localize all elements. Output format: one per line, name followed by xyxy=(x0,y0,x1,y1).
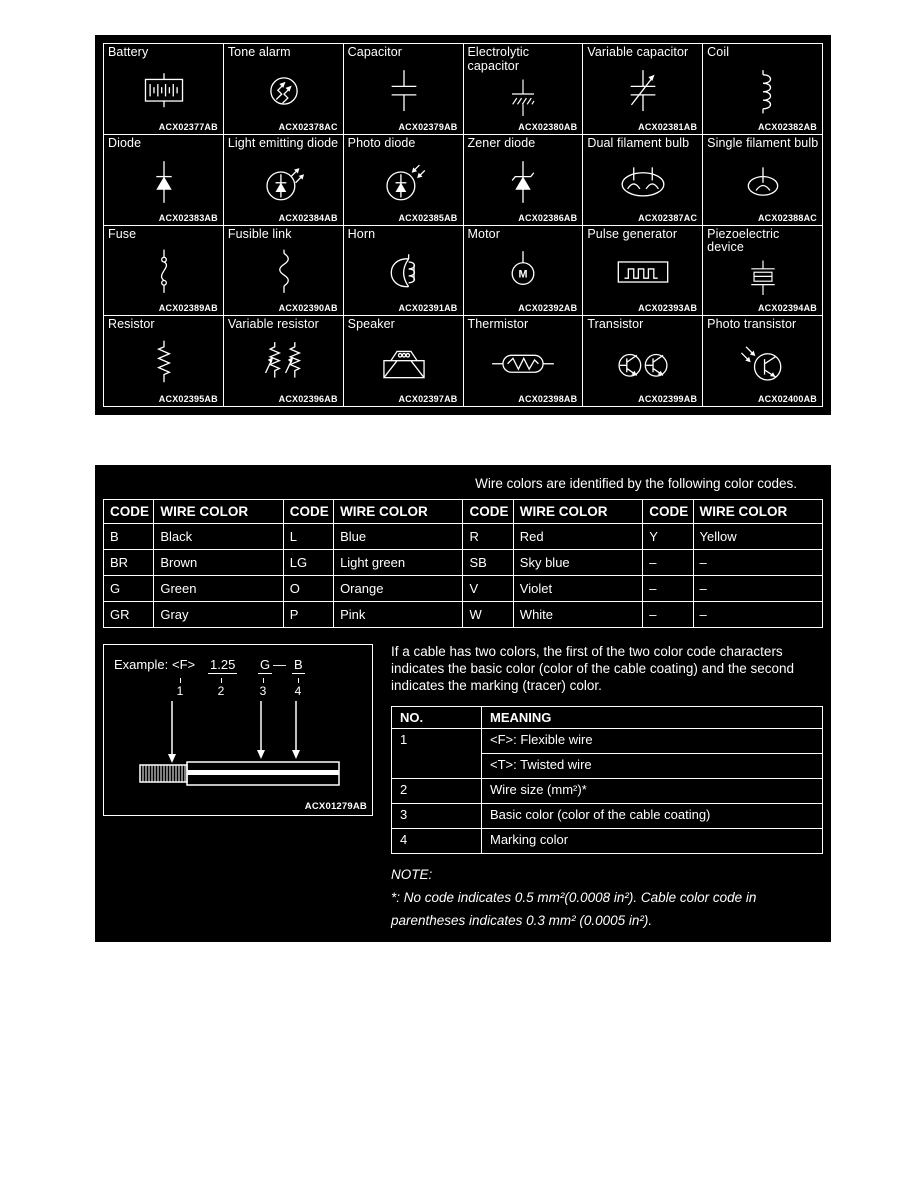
meaning-no: 2 xyxy=(392,778,482,803)
fuse-symbol xyxy=(108,241,220,303)
wire-color-code: B xyxy=(104,524,154,550)
speaker-symbol xyxy=(348,332,460,394)
symbol-code: ACX02379AB xyxy=(398,121,458,132)
wire-code-header: CODE xyxy=(463,500,513,524)
symbol-cell-single-filament-bulb xyxy=(703,135,822,225)
wire-color-name: Blue xyxy=(334,524,463,550)
meaning-table xyxy=(391,706,823,854)
symbol-code: ACX02396AB xyxy=(278,394,338,404)
symbol-label: Variable resistor xyxy=(227,317,319,332)
wire-color-code: L xyxy=(283,524,333,550)
wire-color-name: Sky blue xyxy=(513,550,642,576)
note-title: NOTE: xyxy=(391,866,433,882)
wire-code-header: CODE xyxy=(104,500,154,524)
meaning-text: <F>: Flexible wire xyxy=(482,728,823,753)
cable-diagram xyxy=(112,701,362,801)
wire-color-table xyxy=(103,499,823,628)
wire-color-code: BR xyxy=(104,550,154,576)
wire-color-code: V xyxy=(463,576,513,602)
example-numbers xyxy=(114,678,368,700)
dual-filament-bulb-symbol xyxy=(587,151,699,213)
symbol-cell-diode xyxy=(104,135,223,225)
example-part-basic-color: G xyxy=(260,657,271,672)
symbol-legend-panel xyxy=(95,35,831,415)
wire-color-name: – xyxy=(693,602,822,628)
pulse-generator-symbol xyxy=(587,241,699,303)
meaning-text: Marking color xyxy=(482,828,823,853)
symbol-code: ACX02388AC xyxy=(757,212,817,223)
wire-color-code: LG xyxy=(283,550,333,576)
wire-code-header: CODE xyxy=(643,500,693,524)
thermistor-symbol xyxy=(468,332,580,394)
symbol-code: ACX02385AB xyxy=(398,212,458,223)
meaning-no: 4 xyxy=(392,828,482,853)
symbol-cell-piezoelectric-device xyxy=(703,226,822,316)
symbol-label: Battery xyxy=(108,45,149,59)
wire-color-code: – xyxy=(643,602,693,628)
example-number-1: 1 xyxy=(174,678,186,698)
wire-color-name: White xyxy=(513,602,642,628)
symbol-label: Transistor xyxy=(587,317,644,332)
wire-color-code: P xyxy=(283,602,333,628)
example-number-4: 4 xyxy=(292,678,304,698)
horn-symbol xyxy=(348,241,460,303)
wire-color-code: R xyxy=(463,524,513,550)
wire-color-name: Violet xyxy=(513,576,642,602)
wire-color-panel xyxy=(95,465,831,942)
meaning-row xyxy=(392,778,823,803)
wire-color-row xyxy=(104,602,823,628)
symbol-cell-speaker xyxy=(344,316,463,406)
meaning-text: Wire size (mm²)* xyxy=(482,778,823,803)
wire-color-code: G xyxy=(104,576,154,602)
symbol-cell-transistor xyxy=(583,316,702,406)
example-part-size: 1.25 xyxy=(210,657,236,672)
wire-color-row xyxy=(104,576,823,602)
symbol-cell-light-emitting-diode xyxy=(224,135,343,225)
symbol-cell-tone-alarm xyxy=(224,44,343,134)
symbol-grid xyxy=(103,43,823,407)
note-text: *: No code indicates 0.5 mm²(0.0008 in²). Cable color code in parentheses indicates 0.3 mm² (0.0005 in²). xyxy=(391,889,757,928)
transistor-symbol xyxy=(587,332,699,394)
cable-color-note: If a cable has two colors, the first of the two color code characters indicates the basic color (color of the cable coating) and the second indicates the marking (tracer) color. xyxy=(391,644,794,693)
symbol-label: Fusible link xyxy=(227,226,292,241)
symbol-label: Horn xyxy=(347,226,376,241)
variable-resistor-symbol xyxy=(228,332,340,394)
symbol-label: Piezoelectric device xyxy=(707,226,780,255)
zener-diode-symbol xyxy=(468,151,580,213)
symbol-label: Electrolytic capacitor xyxy=(467,45,530,73)
tone-alarm-symbol xyxy=(228,60,340,122)
wire-color-code: – xyxy=(643,576,693,602)
symbol-code: ACX02399AB xyxy=(638,394,698,404)
symbol-code: ACX02394AB xyxy=(757,303,817,314)
symbol-code: ACX02389AB xyxy=(158,303,218,314)
example-number-2: 2 xyxy=(215,678,227,698)
wire-color-name: – xyxy=(693,576,822,602)
symbol-code: ACX02393AB xyxy=(638,303,698,314)
symbol-cell-thermistor xyxy=(464,316,583,406)
symbol-code: ACX02383AB xyxy=(158,212,218,223)
example-figure-code: ACX01279AB xyxy=(304,801,367,812)
example-label: Example: xyxy=(114,657,169,672)
symbol-label: Tone alarm xyxy=(227,45,291,59)
symbol-cell-battery xyxy=(104,44,223,134)
coil-symbol xyxy=(707,60,819,122)
wire-color-name: Brown xyxy=(154,550,283,576)
wire-color-code: W xyxy=(463,602,513,628)
resistor-symbol xyxy=(108,332,220,394)
symbol-label: Photo transistor xyxy=(707,317,797,332)
symbol-label: Motor xyxy=(467,226,500,241)
motor-symbol xyxy=(468,241,580,303)
single-filament-bulb-symbol xyxy=(707,151,819,213)
wire-color-name: Gray xyxy=(154,602,283,628)
symbol-code: ACX02386AB xyxy=(518,212,578,223)
symbol-code: ACX02391AB xyxy=(398,303,458,314)
svg-text:M: M xyxy=(518,268,528,281)
meaning-header-no: NO. xyxy=(392,706,482,728)
symbol-code: ACX02395AB xyxy=(158,394,218,404)
symbol-cell-photo-transistor xyxy=(703,316,822,406)
photo-diode-symbol xyxy=(348,151,460,213)
symbol-cell-capacitor xyxy=(344,44,463,134)
wire-color-code: SB xyxy=(463,550,513,576)
symbol-label: Zener diode xyxy=(467,135,536,150)
symbol-cell-variable-resistor xyxy=(224,316,343,406)
wire-color-header: WIRE COLOR xyxy=(334,500,463,524)
symbol-cell-coil xyxy=(703,44,822,134)
lower-section xyxy=(103,644,823,933)
wire-table-header-row xyxy=(104,500,823,524)
capacitor-symbol xyxy=(348,60,460,122)
symbol-code: ACX02382AB xyxy=(757,121,817,132)
meaning-row xyxy=(392,828,823,853)
example-part-flexible: <F> xyxy=(172,657,196,672)
meaning-no: 1 xyxy=(392,728,482,778)
symbol-cell-variable-capacitor xyxy=(583,44,702,134)
meaning-text: <T>: Twisted wire xyxy=(482,753,823,778)
symbol-label: Coil xyxy=(707,45,730,59)
symbol-cell-photo-diode xyxy=(344,135,463,225)
wire-color-intro: Wire colors are identified by the following color codes. xyxy=(475,476,797,491)
symbol-cell-fuse xyxy=(104,226,223,316)
symbol-code: ACX02397AB xyxy=(398,394,458,404)
wire-example-box xyxy=(103,644,373,816)
meaning-row xyxy=(392,728,823,753)
symbol-label: Fuse xyxy=(108,226,137,241)
wire-color-code: GR xyxy=(104,602,154,628)
symbol-code: ACX02380AB xyxy=(518,121,578,132)
symbol-label: Dual filament bulb xyxy=(587,135,690,150)
wire-color-header: WIRE COLOR xyxy=(693,500,822,524)
wire-color-header: WIRE COLOR xyxy=(154,500,283,524)
symbol-cell-fusible-link xyxy=(224,226,343,316)
meaning-text: Basic color (color of the cable coating) xyxy=(482,803,823,828)
symbol-cell-electrolytic-capacitor xyxy=(464,44,583,134)
symbol-code: ACX02387AC xyxy=(638,212,698,223)
symbol-code: ACX02398AB xyxy=(518,394,578,404)
meaning-row xyxy=(392,803,823,828)
led-symbol xyxy=(228,151,340,213)
wire-color-row xyxy=(104,550,823,576)
wire-code-header: CODE xyxy=(283,500,333,524)
wire-color-header: WIRE COLOR xyxy=(513,500,642,524)
meaning-no: 3 xyxy=(392,803,482,828)
symbol-cell-dual-filament-bulb xyxy=(583,135,702,225)
example-number-3: 3 xyxy=(257,678,269,698)
symbol-cell-horn xyxy=(344,226,463,316)
wire-color-name: Red xyxy=(513,524,642,550)
wire-color-name: Black xyxy=(154,524,283,550)
wire-color-code: O xyxy=(283,576,333,602)
electrolytic-capacitor-symbol xyxy=(468,74,580,122)
symbol-code: ACX02377AB xyxy=(158,121,218,132)
symbol-label: Pulse generator xyxy=(587,226,678,241)
example-part-marking-color: B xyxy=(294,657,303,672)
diode-symbol xyxy=(108,151,220,213)
symbol-cell-resistor xyxy=(104,316,223,406)
wire-color-code: – xyxy=(643,550,693,576)
symbol-label: Light emitting diode xyxy=(227,135,339,150)
wire-color-name: – xyxy=(693,550,822,576)
symbol-cell-pulse-generator xyxy=(583,226,702,316)
symbol-code: ACX02381AB xyxy=(638,121,698,132)
symbol-cell-zener-diode xyxy=(464,135,583,225)
photo-transistor-symbol xyxy=(707,332,819,394)
symbol-code: ACX02378AC xyxy=(278,121,338,132)
symbol-cell-motor xyxy=(464,226,583,316)
wire-color-name: Yellow xyxy=(693,524,822,550)
symbol-label: Thermistor xyxy=(467,317,529,332)
wire-color-name: Green xyxy=(154,576,283,602)
symbol-code: ACX02400AB xyxy=(757,394,817,404)
symbol-label: Capacitor xyxy=(347,45,403,59)
symbol-label: Single filament bulb xyxy=(707,135,819,150)
symbol-label: Diode xyxy=(108,135,142,150)
symbol-label: Photo diode xyxy=(347,135,416,150)
wire-color-code: Y xyxy=(643,524,693,550)
variable-capacitor-symbol xyxy=(587,60,699,122)
symbol-code: ACX02384AB xyxy=(278,212,338,223)
cable-explanation-column xyxy=(373,644,823,933)
meaning-header-row xyxy=(392,706,823,728)
wire-color-name: Light green xyxy=(334,550,463,576)
symbol-label: Speaker xyxy=(347,317,395,332)
symbol-code: ACX02392AB xyxy=(518,303,578,314)
battery-symbol xyxy=(108,60,220,122)
wire-color-name: Orange xyxy=(334,576,463,602)
fusible-link-symbol xyxy=(228,241,340,303)
example-dash: — xyxy=(273,657,286,672)
symbol-code: ACX02390AB xyxy=(278,303,338,314)
meaning-header-meaning: MEANING xyxy=(482,706,823,728)
symbol-label: Resistor xyxy=(108,317,155,332)
example-line xyxy=(114,657,368,675)
wire-color-name: Pink xyxy=(334,602,463,628)
piezoelectric-device-symbol xyxy=(707,255,819,303)
wire-color-row xyxy=(104,524,823,550)
symbol-label: Variable capacitor xyxy=(587,45,689,59)
